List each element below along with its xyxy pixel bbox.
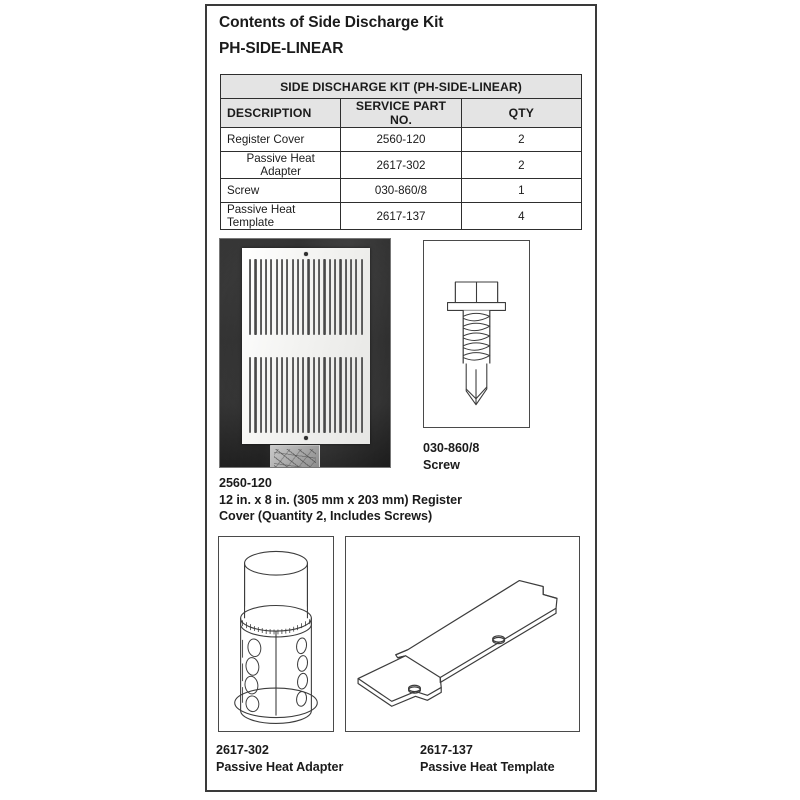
louver-slat — [297, 357, 299, 433]
louver-slat — [302, 259, 304, 335]
screw-figure — [423, 240, 530, 428]
louver-slat — [276, 259, 278, 335]
louver-slat — [292, 259, 294, 335]
louver-slat — [265, 259, 267, 335]
louver-slat — [345, 259, 347, 335]
page-title-line-1: Contents of Side Discharge Kit — [219, 14, 444, 31]
louver-slat — [286, 259, 288, 335]
cell-part-no: 2617-137 — [341, 203, 461, 230]
louver-slat — [286, 357, 288, 433]
passive-heat-adapter-figure — [218, 536, 334, 732]
louver-slat — [318, 357, 320, 433]
caption-name: Passive Heat Template — [420, 759, 555, 774]
mounting-hole-bottom — [304, 436, 308, 440]
cell-part-no: 030-860/8 — [341, 179, 461, 203]
louver-slat — [334, 357, 336, 433]
louver-slat — [307, 259, 309, 335]
caption-part-no: 2560-120 — [219, 476, 272, 490]
register-cover-caption — [219, 475, 549, 525]
louver-slat — [313, 259, 315, 335]
louver-slat — [292, 357, 294, 433]
louver-bank-bottom — [249, 357, 363, 433]
louver-slat — [329, 259, 331, 335]
table-row — [221, 128, 582, 152]
louver-slat — [350, 357, 352, 433]
caption-part-no: 2617-302 — [216, 743, 269, 757]
louver-slat — [254, 259, 256, 335]
passive-heat-adapter-caption — [216, 742, 386, 775]
parts-table — [220, 74, 582, 230]
louver-slat — [297, 259, 299, 335]
grille-louver-face — [249, 255, 363, 437]
cell-description: Passive Heat Adapter — [221, 152, 341, 179]
adapter-drawing — [219, 537, 333, 731]
louver-slat — [281, 259, 283, 335]
louver-slat — [350, 259, 352, 335]
louver-slat — [270, 357, 272, 433]
louver-slat — [361, 357, 363, 433]
louver-slat — [307, 357, 309, 433]
register-cover-photo — [219, 238, 391, 468]
cell-description: Screw — [221, 179, 341, 203]
louver-slat — [281, 357, 283, 433]
column-header-qty: QTY — [461, 99, 581, 128]
screw-bag — [270, 445, 320, 468]
table-row — [221, 179, 582, 203]
cell-part-no: 2560-120 — [341, 128, 461, 152]
table-header-row — [221, 99, 582, 128]
caption-text-line-1: 12 in. x 8 in. (305 mm x 203 mm) Register — [219, 492, 462, 507]
louver-slat — [355, 357, 357, 433]
screw-caption — [423, 440, 573, 473]
column-header-service-part-no: SERVICE PART NO. — [341, 99, 461, 128]
table-row — [221, 203, 582, 230]
cell-qty: 2 — [461, 152, 581, 179]
cell-qty: 1 — [461, 179, 581, 203]
caption-name: Screw — [423, 457, 460, 472]
louver-slat — [260, 259, 262, 335]
louver-slat — [265, 357, 267, 433]
louver-slat — [302, 357, 304, 433]
cell-qty: 2 — [461, 128, 581, 152]
cell-part-no: 2617-302 — [341, 152, 461, 179]
mounting-hole-top — [304, 252, 308, 256]
louver-slat — [313, 357, 315, 433]
louver-slat — [339, 357, 341, 433]
column-header-description: DESCRIPTION — [221, 99, 341, 128]
louver-bank-top — [249, 259, 363, 335]
louver-slat — [345, 357, 347, 433]
louver-slat — [334, 259, 336, 335]
cell-description: Register Cover — [221, 128, 341, 152]
louver-slat — [254, 357, 256, 433]
louver-slat — [323, 259, 325, 335]
passive-heat-template-figure — [345, 536, 580, 732]
caption-part-no: 2617-137 — [420, 743, 473, 757]
louver-slat — [249, 357, 251, 433]
caption-name: Passive Heat Adapter — [216, 759, 344, 774]
louver-slat — [329, 357, 331, 433]
louver-slat — [323, 357, 325, 433]
louver-slat — [318, 259, 320, 335]
louver-slat — [361, 259, 363, 335]
louver-slat — [260, 357, 262, 433]
table-caption-row — [221, 75, 582, 99]
template-drawing — [346, 537, 579, 731]
louver-slat — [249, 259, 251, 335]
louver-slat — [355, 259, 357, 335]
passive-heat-template-caption — [420, 742, 600, 775]
caption-part-no: 030-860/8 — [423, 441, 480, 455]
cell-description: Passive Heat Template — [221, 203, 341, 230]
cell-qty: 4 — [461, 203, 581, 230]
louver-slat — [276, 357, 278, 433]
screw-drawing — [424, 241, 529, 427]
table-caption-cell: SIDE DISCHARGE KIT (PH-SIDE-LINEAR) — [221, 75, 582, 99]
register-grille — [242, 248, 370, 444]
caption-text-line-2: Cover (Quantity 2, Includes Screws) — [219, 509, 433, 523]
page-title-line-2: PH-SIDE-LINEAR — [219, 40, 344, 57]
table-row — [221, 152, 582, 179]
louver-slat — [339, 259, 341, 335]
louver-slat — [270, 259, 272, 335]
